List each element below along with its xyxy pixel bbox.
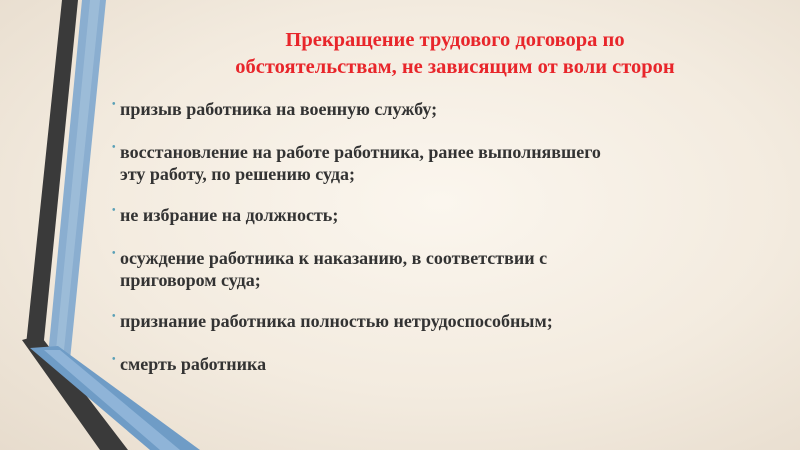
bullet-icon: • — [112, 142, 116, 153]
list-item-text: восстановление на работе работника, ранее выполнявшего — [120, 142, 601, 162]
bullet-icon: • — [112, 354, 116, 365]
slide-title-line-1: Прекращение трудового договора по — [285, 29, 625, 51]
bullet-icon: • — [112, 248, 116, 259]
slide-title — [150, 27, 760, 81]
list-item-text: осуждение работника к наказанию, в соответствии с — [120, 248, 548, 268]
list-item — [112, 204, 770, 226]
slide-title-line-2: обстоятельствам, не зависящим от воли сторон — [235, 56, 675, 78]
list-item — [112, 247, 770, 291]
list-item — [112, 141, 770, 185]
bullet-icon: • — [112, 311, 116, 322]
list-item-text: не избрание на должность; — [120, 205, 339, 225]
list-item-text: смерть работника — [120, 354, 267, 374]
list-item-text: приговором суда; — [120, 270, 261, 290]
list-item-text: признание работника полностью нетрудоспособным; — [120, 311, 553, 331]
bullet-list — [112, 98, 770, 375]
bullet-icon: • — [112, 205, 116, 216]
list-item — [112, 310, 770, 332]
list-item — [112, 353, 770, 375]
list-item-text: призыв работника на военную службу; — [120, 99, 438, 119]
list-item — [112, 98, 770, 120]
list-item-text: эту работу, по решению суда; — [120, 164, 355, 184]
bullet-icon: • — [112, 99, 116, 110]
